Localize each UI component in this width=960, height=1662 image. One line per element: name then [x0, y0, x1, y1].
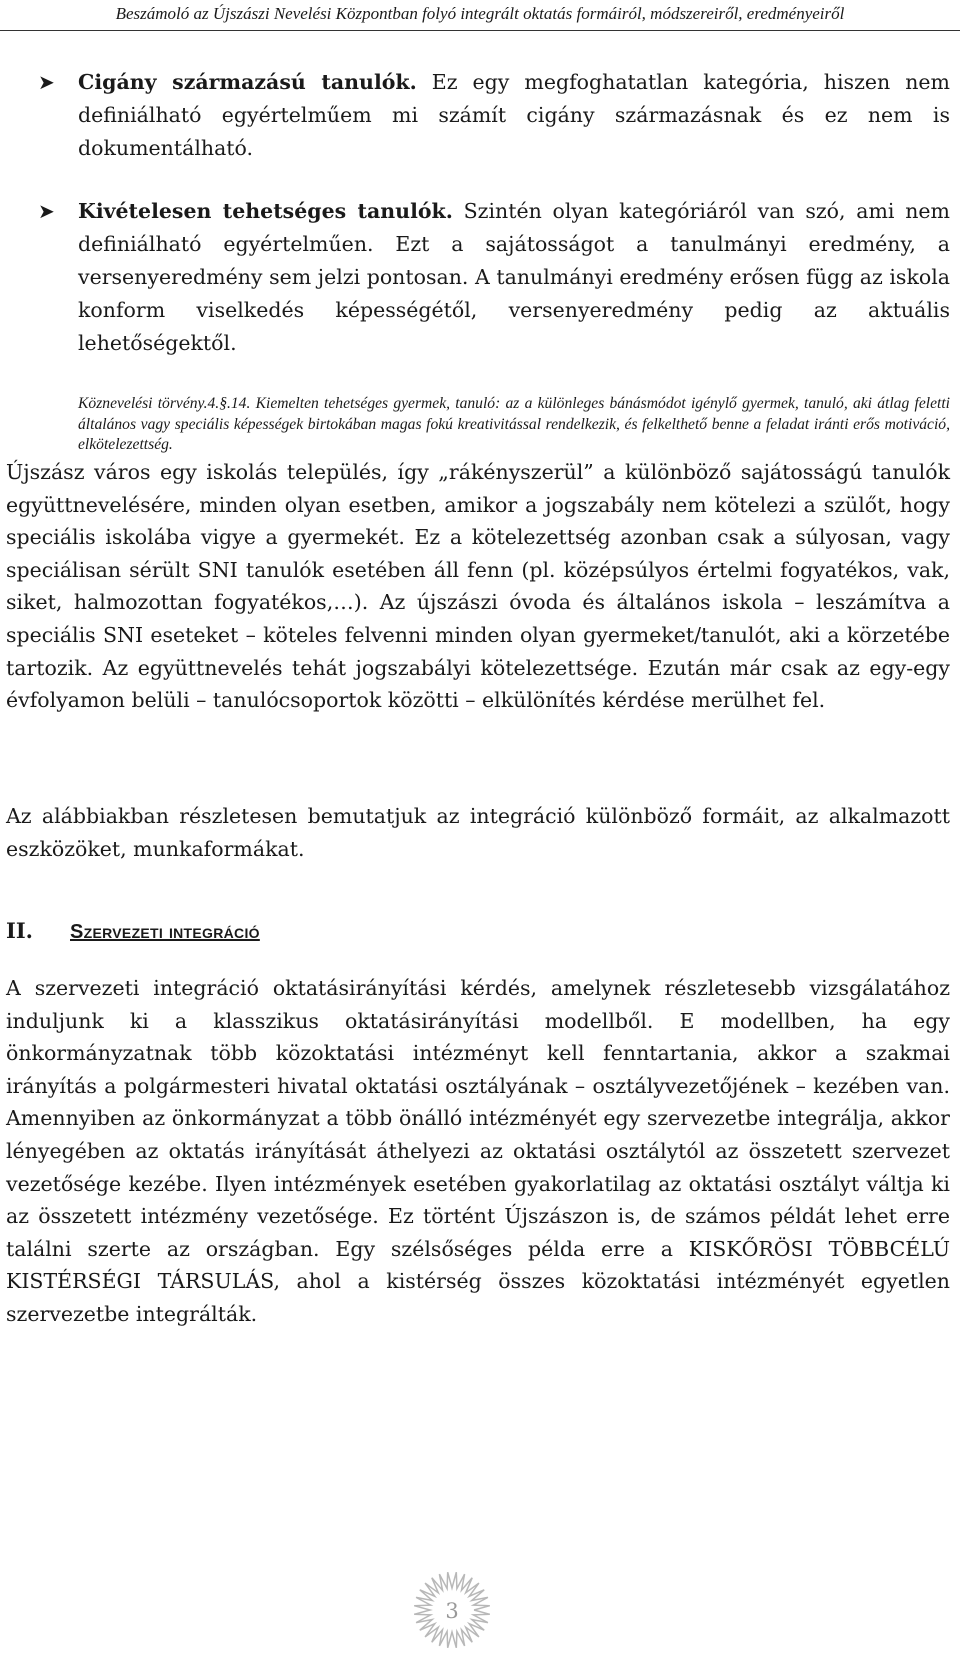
- section-title: Szervezeti integráció: [70, 921, 260, 943]
- paragraph: Újszász város egy iskolás település, így „rákényszerül” a különböző sajátosságú tanulók együttnevelésére, minden olyan esetben, amikor a jogszabály nem kötelezi a szülőt, hogy speciális iskolába vigye a gyermekét. Ez a kötelezettség azonban csak a súlyosan, vagy speciálisan sérült SNI tanulók esetében áll fenn (pl. középsúlyos értelmi fogyatékos, vak, siket, halmozottan fogyatékos,…). Az újszászi óvoda és általános iskola – leszámítva a speciális SNI eseteket – köteles felvenni minden olyan gyermeket/tanulót, aki a körzetébe tartozik. Az együttnevelés tehát jogszabályi kötelezettsége. Ezután már csak az egy-egy évfolyamon belüli – tanulócsoportok közötti – elkülönítés kérdése merülhet fel.: [6, 460, 950, 713]
- paragraph: A szervezeti integráció oktatásirányítási kérdés, amelynek részletesebb vizsgálatához induljunk ki a klasszikus oktatásirányítási modellből. E modellben, ha egy önkormányzatnak több közoktatási intézményt kell fenntartania, akkor a szakmai irányítás a polgármesteri hivatal oktatási osztályának – osztályvezetőjének – kezében van. Amennyiben az önkormányzat a több önálló intézményét egy szervezetbe integrálja, akkor lényegében az oktatás irányítását áthelyezi az oktatási osztálytól az összetett szervezet vezetősége kezébe. Ilyen intézmények esetében gyakorlatilag az oktatási osztályt váltja ki az összetett intézmény vezetősége. Ez történt Újszászon is, de számos példát lehet erre találni szerte az országban. Egy szélsőséges példa erre a KISKŐRÖSI TÖBBCÉLÚ KISTÉRSÉGI TÁRSULÁS, ahol a kistérség összes közoktatási intézményét egyetlen szervezetbe integrálták.: [6, 976, 950, 1326]
- bullet-list: [0, 66, 960, 390]
- bullet-item: [0, 195, 960, 360]
- bullet-term: Cigány származású tanulók.: [78, 70, 417, 94]
- page-number: 3: [445, 1599, 459, 1623]
- bullet-text: Szintén olyan kategóriáról van szó, ami nem definiálható egyértelműen. Ezt a sajátosságot a tanulmányi eredmény, a versenyeredmény sem jelzi pontosan. A tanulmányi eredmény erősen függ az iskola konform viselkedés képességétől, versenyeredmény pedig az aktuális lehetőségektől.: [78, 199, 950, 355]
- law-citation-note: Köznevelési törvény.4.§.14. Kiemelten tehetséges gyermek, tanuló: az a különleges bánásmódot igénylő gyermek, tanuló, aki átlag feletti általános vagy speciális képességek birtokában magas fokú kreativitással rendelkezik, és felkelthető benne a feladat iránti erős motiváció, elkötelezettség.: [78, 395, 950, 453]
- arrow-bullet-icon: ➤: [38, 70, 55, 94]
- arrow-bullet-icon: ➤: [38, 199, 55, 223]
- bullet-term: Kivételesen tehetséges tanulók.: [78, 199, 453, 223]
- running-header: Beszámoló az Újszászi Nevelési Központban folyó integrált oktatás formáiról, módszereiről, eredményeiről: [115, 4, 845, 23]
- header-rule: [0, 30, 960, 31]
- zigzag-frame-icon: [402, 1570, 502, 1650]
- page-number-badge: [402, 1570, 502, 1650]
- bullet-text: Ez egy megfoghatatlan kategória, hiszen nem definiálható egyértelműem mi számít cigány származásnak és ez nem is dokumentálható.: [78, 70, 950, 160]
- section-heading: [6, 918, 260, 944]
- section-number: II.: [6, 918, 33, 943]
- paragraph: Az alábbiakban részletesen bemutatjuk az integráció különböző formáit, az alkalmazott eszközöket, munkaformákat.: [6, 804, 950, 861]
- bullet-item: [0, 66, 960, 165]
